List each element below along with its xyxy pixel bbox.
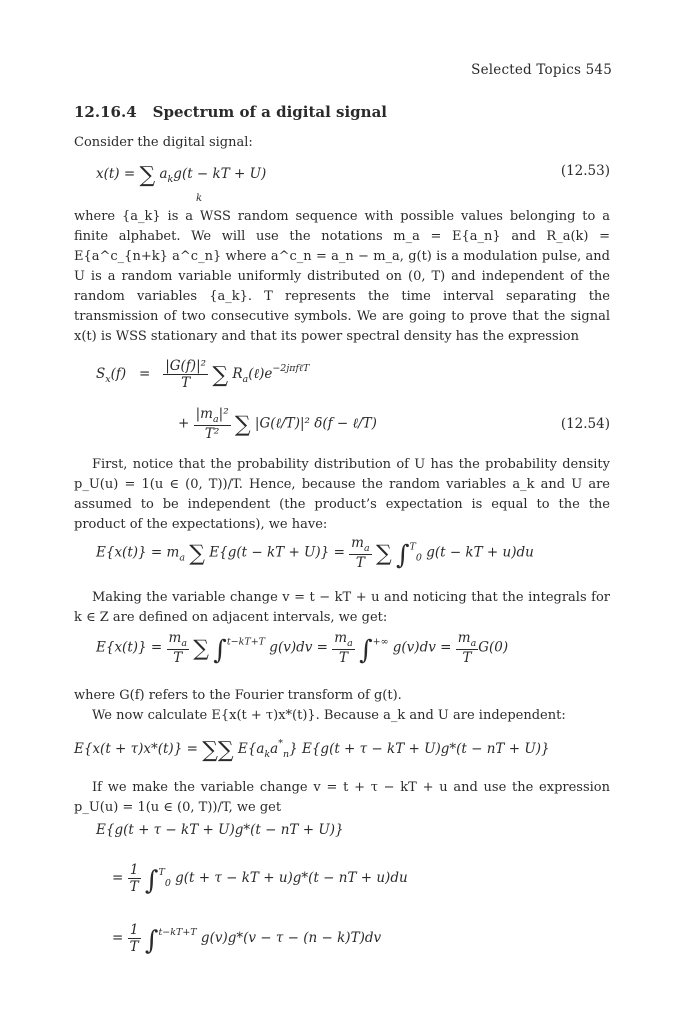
page-number: 545 <box>585 62 612 78</box>
paragraph-variable-change: Making the variable change v = t − kT + u and noticing that the integrals for k ∈ Z are defined on adjacent intervals, we get: <box>74 590 610 625</box>
equation-number: (12.54) <box>560 416 610 432</box>
section-heading <box>74 103 387 121</box>
paragraph-substitution: If we make the variable change v = t + τ − kT + u and use the expression p_U(u) = 1(u ∈ (0, T))/T, we get <box>74 780 610 815</box>
equation-mean-result: E{x(t)} = $\frac{m_a}{T}$ ∑ ∫$^{t-kT+T}$ g(v)dv = $\frac{m_a}{T}$ ∫+∞ g(v)dv = $\frac{m_a}{T}$ G(0) <box>96 630 509 666</box>
paragraph-fourier: where G(f) refers to the Fourier transform of g(t). <box>74 688 402 703</box>
paragraph-first-notice: First, notice that the probability distribution of U has the probability density p_U(u) = 1(u ∈ (0, T))/T. Hence, because the random variables a_k and U are assumed to be independent (the product’s expectation is equal to the the product of the expectations), we have: <box>74 457 610 532</box>
running-title: Selected Topics <box>471 62 582 78</box>
paragraph-definitions: where {a_k} is a WSS random sequence with possible values belonging to a finite alphabet. We will use the notations m_a = E{a_n} and R_a(k) = E{a^c_{n+k} a^c_n} where a^c_n = a_n − m_a, g(t) is a modulation pulse, and U is a random variable uniformly distributed on (0, T) and independent of the random variables {a_k}. T represents the time interval separating the transmission of two consecutive symbols. We are going to prove that the signal x(t) is WSS stationary and that its power spectral density has the expression <box>74 209 610 344</box>
equation-12-53: x(t) = ∑ $a_kg(t$ − kT + U) k (12.53) <box>96 163 610 204</box>
equation-mean: $E\{x(t)\} = m_a$ ∑ E{g(t − kT + U)} = $\frac{m_a}{T}$ ∑ ∫$^T_0$ g(t − kT + u)du <box>96 535 534 571</box>
equation-12-54: $S_x(f)$ = $\frac{\text{|G(f)|²}}{T}$ ∑ $R_a(\ell)e^{-2j\pi f\ell T}$ + $\frac{|m_a|^2}{\text{T²}}$ ∑ |G(ℓ/T)|² δ(f − ℓ/T) (12.54) <box>96 358 610 442</box>
section-title: Spectrum of a digital signal <box>152 103 387 121</box>
paragraph-autocorrelation: We now calculate E{x(t + τ)x*(t)}. Because a_k and U are independent: <box>92 708 566 723</box>
equation-expectation-steps: E{g(t + τ − kT + U)g*(t − nT + U)} = $\frac{1}{T}$ ∫$^T_0$ g(t + τ − kT + u)g*(t − nT + u)du = $\frac{1}{T}$ ∫$^{t-kT+T}$ g(v)g*(v − τ − (n − k)T)dv <box>96 822 408 956</box>
paragraph-intro: Consider the digital signal: <box>74 135 253 150</box>
running-header <box>471 62 612 78</box>
section-number: 12.16.4 <box>74 103 137 121</box>
equation-number: (12.53) <box>560 163 610 179</box>
equation-autocorrelation: E{x(t + τ)x*(t)} = ∑∑ $E\{a_ka^*_n\} E\{g(t + \tau$ − kT + U)g*(t − nT + U)} <box>74 738 550 763</box>
